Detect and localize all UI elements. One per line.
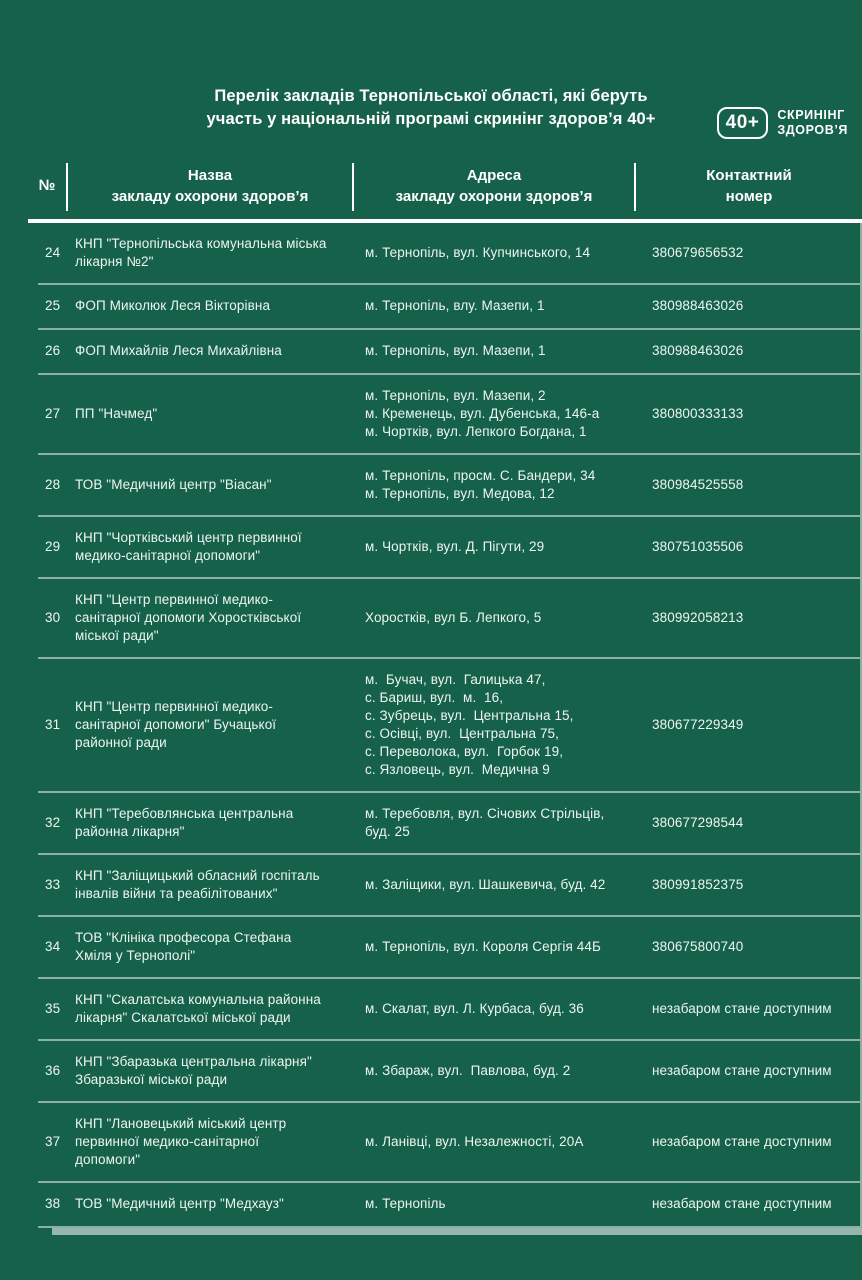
facility-name: КНП "Скалатська комунальна районна лікарня" Скалатської міської ради xyxy=(75,991,321,1025)
address-line: с. Переволока, вул. Горбок 19, xyxy=(365,743,564,759)
page-title-line1: Перелік закладів Тернопільської області, які беруть xyxy=(214,87,648,105)
facility-address xyxy=(365,538,652,556)
row-number: 32 xyxy=(45,814,61,830)
column-header-contact: Контактний номер xyxy=(634,163,862,211)
facility-name: КНП "Теребовлянська центральна районна лікарня" xyxy=(75,805,294,839)
facility-name: КНП "Збаразька центральна лікарня" Збаразької міської ради xyxy=(75,1053,312,1087)
address-line: м. Тернопіль xyxy=(365,1196,446,1212)
address-line: м. Тернопіль, вул. Короля Сергія 44Б xyxy=(365,938,601,954)
facility-address xyxy=(365,1133,652,1151)
contact-number: 380992058213 xyxy=(652,609,744,625)
address-line: Хоростків, вул Б. Лепкого, 5 xyxy=(365,609,542,625)
facility-name: КНП "Центр первинної медико-санітарної допомоги Хоростківської міської ради" xyxy=(75,591,302,643)
facility-address xyxy=(365,297,652,315)
facility-name: ФОП Михайлів Леся Михайлівна xyxy=(75,343,282,359)
address-line: м. Ланівці, вул. Незалежності, 20А xyxy=(365,1133,584,1149)
contact-number: 380984525558 xyxy=(652,476,744,492)
address-line: м. Тернопіль, вул. Мазепи, 2 xyxy=(365,387,546,403)
row-number: 27 xyxy=(45,405,61,421)
facility-address xyxy=(365,805,652,841)
table-row xyxy=(38,455,860,517)
address-line: м. Збараж, вул. Павлова, буд. 2 xyxy=(365,1062,571,1078)
column-header-number: № xyxy=(38,177,56,195)
contact-number: незабаром стане доступним xyxy=(652,1196,832,1212)
facility-name: КНП "Лановецький міський центр первинної медико-санітарної допомоги" xyxy=(75,1115,287,1167)
facility-name: КНП "Чортківський центр первинної медико-санітарної допомоги" xyxy=(75,529,302,563)
contact-number: 380991852375 xyxy=(652,876,744,892)
facility-name: КНП "Центр первинної медико-санітарної допомоги" Бучацької районної ради xyxy=(75,698,277,750)
facility-name: ТОВ "Медичний центр "Віасан" xyxy=(75,476,272,492)
facility-address xyxy=(365,876,652,894)
contact-number: незабаром стане доступним xyxy=(652,1000,832,1016)
logo-40plus-badge: 40+ xyxy=(717,107,769,139)
table-row xyxy=(38,579,860,659)
bottom-band xyxy=(52,1228,862,1235)
facility-address xyxy=(365,342,652,360)
logo-text-line2: ЗДОРОВ’Я xyxy=(777,123,848,137)
table-row xyxy=(38,1041,860,1103)
row-number: 36 xyxy=(45,1062,61,1078)
facility-address xyxy=(365,1195,652,1213)
facility-name: КНП "Заліщицький обласний госпіталь інвалів війни та реабілітованих" xyxy=(75,867,320,901)
facility-name: КНП "Тернопільська комунальна міська лікарня №2" xyxy=(75,235,327,269)
contact-number: 380988463026 xyxy=(652,343,744,359)
program-logo xyxy=(717,107,848,139)
row-number: 37 xyxy=(45,1133,61,1149)
table-row xyxy=(38,330,860,375)
table-row xyxy=(38,375,860,455)
contact-number: 380988463026 xyxy=(652,298,744,314)
row-number: 24 xyxy=(45,244,61,260)
row-number: 33 xyxy=(45,876,61,892)
facility-address xyxy=(365,1000,652,1018)
row-number: 34 xyxy=(45,938,61,954)
address-line: м. Тернопіль, вул. Медова, 12 xyxy=(365,485,555,501)
address-line: с. Зубрець, вул. Центральна 15, xyxy=(365,707,574,723)
facility-address xyxy=(365,387,652,441)
table-row xyxy=(38,659,860,793)
address-line: м. Скалат, вул. Л. Курбаса, буд. 36 xyxy=(365,1000,584,1016)
table-row xyxy=(38,793,860,855)
facility-name: ТОВ "Медичний центр "Медхауз" xyxy=(75,1196,284,1212)
contact-number: незабаром стане доступним xyxy=(652,1133,832,1149)
page xyxy=(0,85,862,1280)
address-line: м. Тернопіль, просм. С. Бандери, 34 xyxy=(365,467,596,483)
address-line: м. Чортків, вул. Лепкого Богдана, 1 xyxy=(365,423,587,439)
facility-address xyxy=(365,244,652,262)
column-header-name: Назва закладу охорони здоров’я xyxy=(66,163,352,211)
address-line: м. Тернопіль, вул. Купчинського, 14 xyxy=(365,244,591,260)
contact-number: 380675800740 xyxy=(652,938,744,954)
facility-address xyxy=(365,938,652,956)
address-line: буд. 25 xyxy=(365,823,410,839)
contact-number: 380677298544 xyxy=(652,814,744,830)
address-line: м. Теребовля, вул. Січових Стрільців, xyxy=(365,805,605,821)
row-number: 38 xyxy=(45,1196,61,1212)
address-line: м. Тернопіль, влу. Мазепи, 1 xyxy=(365,298,545,314)
table-row xyxy=(38,223,860,285)
facility-name: ПП "Начмед" xyxy=(75,405,158,421)
contact-number: 380751035506 xyxy=(652,538,744,554)
address-line: м. Заліщики, вул. Шашкевича, буд. 42 xyxy=(365,876,606,892)
contact-number: 380677229349 xyxy=(652,716,744,732)
row-number: 26 xyxy=(45,343,61,359)
page-title-line2: участь у національній програмі скринінг здоров’я 40+ xyxy=(206,109,656,128)
address-line: с. Бариш, вул. м. 16, xyxy=(365,689,504,705)
address-line: м. Чортків, вул. Д. Пігути, 29 xyxy=(365,538,545,554)
logo-text-line1: СКРИНІНГ xyxy=(777,108,845,122)
contact-number: 380679656532 xyxy=(652,244,744,260)
facility-name: ТОВ "Клініка професора Стефана Хміля у Тернополі" xyxy=(75,929,292,963)
table-row xyxy=(38,917,860,979)
facility-address xyxy=(365,671,652,779)
row-number: 29 xyxy=(45,538,61,554)
row-number: 28 xyxy=(45,476,61,492)
facility-name: ФОП Миколюк Леся Вікторівна xyxy=(75,298,271,314)
table-row xyxy=(38,285,860,330)
contact-number: 380800333133 xyxy=(652,405,744,421)
address-line: с. Язловець, вул. Медична 9 xyxy=(365,761,550,777)
address-line: м. Тернопіль, вул. Мазепи, 1 xyxy=(365,343,546,359)
facility-address xyxy=(365,467,652,503)
table-row xyxy=(38,1103,860,1183)
address-line: м. Кременець, вул. Дубенська, 146-а xyxy=(365,405,600,421)
facility-address xyxy=(365,1062,652,1080)
facility-address xyxy=(365,609,652,627)
contact-number: незабаром стане доступним xyxy=(652,1062,832,1078)
table-row xyxy=(38,1183,860,1228)
address-line: с. Осівці, вул. Центральна 75, xyxy=(365,725,560,741)
table-row xyxy=(38,855,860,917)
table-header xyxy=(0,161,862,213)
row-number: 30 xyxy=(45,609,61,625)
table-row xyxy=(38,517,860,579)
logo-text xyxy=(777,108,848,138)
row-number: 31 xyxy=(45,716,61,732)
row-number: 35 xyxy=(45,1000,61,1016)
address-line: м. Бучач, вул. Галицька 47, xyxy=(365,671,546,687)
table-body xyxy=(38,223,862,1228)
column-header-address: Адреса закладу охорони здоров’я xyxy=(352,163,634,211)
table-row xyxy=(38,979,860,1041)
row-number: 25 xyxy=(45,298,61,314)
